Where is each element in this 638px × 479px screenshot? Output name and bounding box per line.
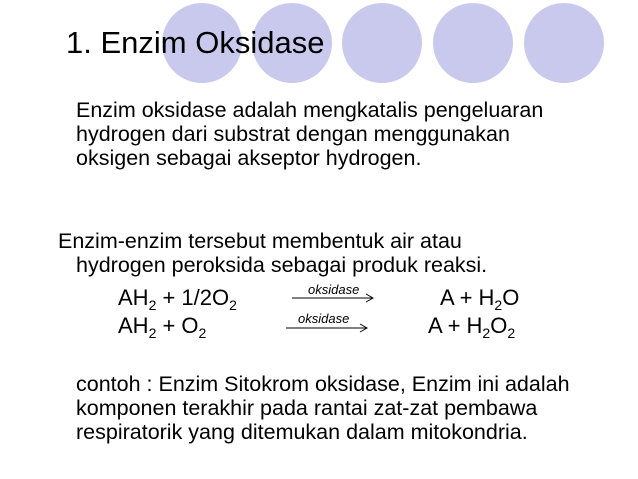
decor-circle-4 — [433, 3, 513, 83]
products-line-1: Enzim-enzim tersebut membentuk air atau — [58, 229, 462, 253]
reaction-1-arrow-icon — [292, 292, 376, 304]
slide-title: 1. Enzim Oksidase — [66, 25, 325, 60]
decor-circle-3 — [342, 3, 422, 83]
reaction-2-products: $A + H_2O_2$ — [428, 313, 516, 341]
reaction-2-catalyst-label: oksidase — [298, 311, 350, 326]
reaction-1-catalyst-label: oksidase — [308, 282, 360, 297]
reaction-1-reactants: $AH_2 + 1/2O_2$ — [118, 285, 237, 313]
reaction-1-products: $A + H_2O$ — [440, 285, 520, 313]
definition-paragraph: Enzim oksidase adalah mengkatalis pengeluaran hydrogen dari substrat dengan menggunakan oksigen sebagai akseptor hydrogen. — [76, 98, 544, 170]
reaction-2-arrow-icon — [286, 322, 370, 334]
products-line-2: hydrogen peroksida sebagai produk reaksi. — [76, 253, 488, 277]
example-paragraph: contoh : Enzim Sitokrom oksidase, Enzim ini adalah komponen terakhir pada rantai zat-zat pembawa respiratorik yang ditemukan dalam mitokondria. — [76, 372, 570, 444]
reaction-2-reactants: $AH_2 + O_2$ — [118, 313, 207, 341]
decor-circle-5 — [524, 3, 604, 83]
